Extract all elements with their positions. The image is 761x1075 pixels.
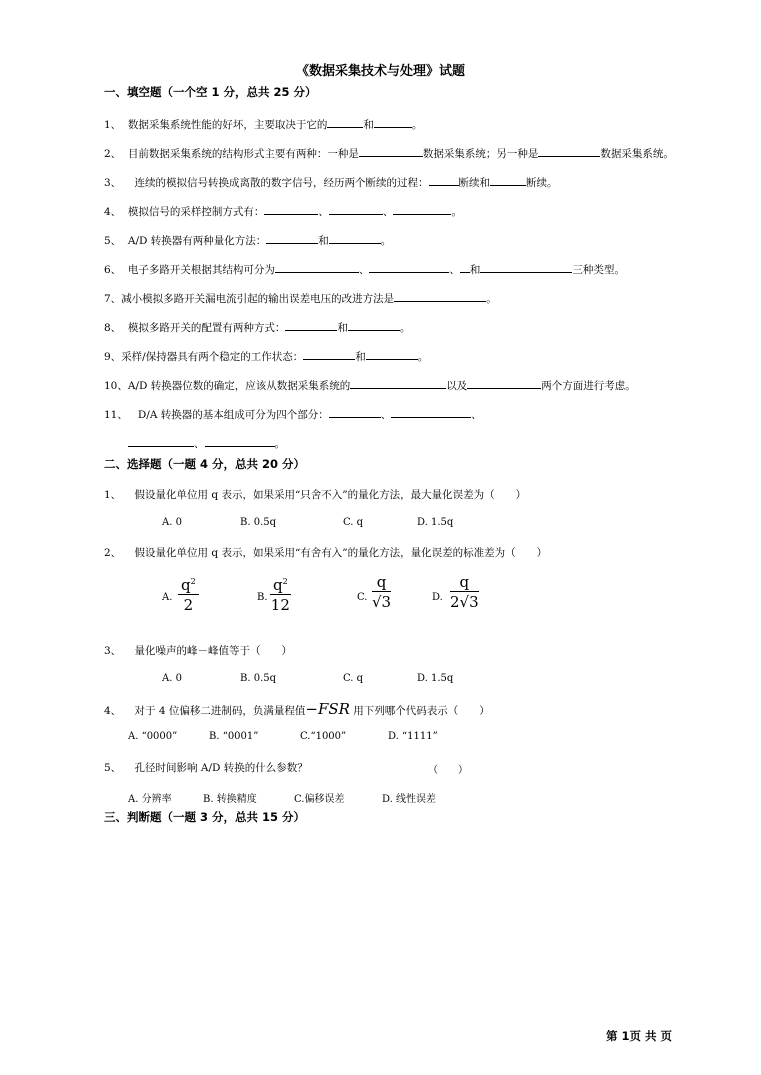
fill-question-2: 2、 目前数据采集系统的结构形式主要有两种：一种是 数据采集系统；另一种是 数据采集系统。: [104, 145, 674, 161]
choice-question-3: 3、 量化噪声的峰－峰值等于（ ）: [104, 645, 293, 657]
fill-question-7: 7、减小模拟多路开关漏电流引起的输出误差电压的改进方法是 。: [104, 290, 497, 306]
fraction-c: $\frac{q}{√3}$: [372, 573, 392, 611]
fill-question-11-cont: 、 。: [128, 435, 285, 451]
fill-question-10: 10、A/D 转换器位数的确定，应该从数据采集系统的 以及 两个方面进行考虑。: [104, 377, 636, 393]
choice-option-d[interactable]: D. 1.5q: [417, 517, 454, 528]
answer-blank[interactable]: [350, 377, 446, 389]
choice-option-d[interactable]: D. “1111”: [388, 731, 438, 742]
answer-blank[interactable]: [538, 145, 600, 157]
fill-question-3: 3、 连续的模拟信号转换成离散的数字信号，经历两个断续的过程： 断续和 断续。: [104, 174, 558, 190]
answer-blank[interactable]: [128, 435, 194, 447]
section-choice-heading: 二、选择题（一题 4 分，总共 20 分）: [104, 457, 306, 471]
fraction-d: $\frac{q}{2√3}$: [450, 573, 479, 611]
choice-option-c[interactable]: C.偏移误差: [294, 794, 345, 805]
choice-option-c[interactable]: C. q: [343, 517, 364, 528]
section-judge-heading: 三、判断题（一题 3 分，总共 15 分）: [104, 810, 306, 824]
fill-question-6: 6、 电子多路开关根据其结构可分为 、 、 和 三种类型。: [104, 261, 625, 277]
choice-question-2: 2、 假设量化单位用 q 表示，如果采用“有舍有入”的量化方法，量化误差的标准差为（ ）: [104, 547, 548, 559]
answer-blank[interactable]: [374, 116, 412, 128]
choice-option-c[interactable]: C.“1000”: [300, 731, 347, 742]
section-fill-heading: 一、填空题（一个空 1 分，总共 25 分）: [104, 85, 317, 99]
answer-blank[interactable]: [490, 174, 526, 186]
choice-question-5: 5、 孔径时间影响 A/D 转换的什么参数？: [104, 762, 308, 774]
answer-blank[interactable]: [369, 261, 449, 273]
fill-question-9: 9、采样/保持器具有两个稳定的工作状态： 和 。: [104, 348, 428, 364]
choice-option-b[interactable]: B. 0.5q: [240, 673, 277, 684]
choice-question-1: 1、 假设量化单位用 q 表示，如果采用“只舍不入”的量化方法，最大量化误差为（ ）: [104, 489, 527, 501]
choice-option-c[interactable]: C.: [357, 592, 368, 603]
answer-blank[interactable]: [329, 406, 381, 418]
answer-blank[interactable]: [327, 116, 363, 128]
choice-option-a[interactable]: A. 0: [162, 673, 182, 684]
choice-option-a[interactable]: A.: [162, 592, 173, 603]
answer-blank[interactable]: [303, 348, 355, 360]
choice-option-b[interactable]: B.: [257, 592, 268, 603]
fill-question-1: 1、 数据采集系统性能的好坏，主要取决于它的 和 。: [104, 116, 422, 132]
answer-blank[interactable]: [393, 203, 451, 215]
fsr-symbol: −FSR: [305, 700, 350, 718]
answer-paren[interactable]: （ ）: [428, 765, 468, 776]
choice-option-a[interactable]: A. 0: [162, 517, 182, 528]
fraction-a: $\frac{q^2}{2}$: [178, 573, 199, 615]
answer-blank[interactable]: [275, 261, 359, 273]
choice-option-b[interactable]: B. 0.5q: [240, 517, 277, 528]
fill-question-11: 11、 D/A 转换器的基本组成可分为四个部分： 、 、: [104, 406, 482, 422]
answer-blank[interactable]: [285, 319, 337, 331]
answer-blank[interactable]: [467, 377, 541, 389]
page-footer: 第 1页 共 页: [606, 1029, 673, 1043]
answer-blank[interactable]: [366, 348, 418, 360]
answer-blank[interactable]: [348, 319, 400, 331]
answer-blank[interactable]: [460, 261, 470, 273]
answer-blank[interactable]: [266, 232, 318, 244]
choice-option-c[interactable]: C. q: [343, 673, 364, 684]
answer-blank[interactable]: [329, 232, 381, 244]
choice-option-b[interactable]: B. “0001”: [209, 731, 259, 742]
answer-blank[interactable]: [391, 406, 471, 418]
fill-question-5: 5、 A/D 转换器有两种量化方法： 和 。: [104, 232, 391, 248]
answer-blank[interactable]: [480, 261, 572, 273]
choice-option-d[interactable]: D. 线性误差: [382, 794, 437, 805]
answer-blank[interactable]: [394, 290, 486, 302]
choice-option-a[interactable]: A. “0000”: [128, 731, 178, 742]
fraction-b: $\frac{q^2}{12}$: [270, 573, 291, 615]
answer-blank[interactable]: [205, 435, 275, 447]
exam-title: 《数据采集技术与处理》试题: [295, 64, 465, 79]
choice-option-d[interactable]: D. 1.5q: [417, 673, 454, 684]
fill-question-8: 8、 模拟多路开关的配置有两种方式： 和 。: [104, 319, 410, 335]
answer-blank[interactable]: [359, 145, 423, 157]
choice-option-d[interactable]: D.: [432, 592, 443, 603]
choice-option-b[interactable]: B. 转换精度: [203, 794, 257, 805]
answer-blank[interactable]: [329, 203, 383, 215]
answer-blank[interactable]: [429, 174, 459, 186]
choice-option-a[interactable]: A. 分辨率: [128, 794, 172, 805]
answer-blank[interactable]: [264, 203, 318, 215]
choice-question-4: 4、 对于 4 位偏移二进制码，负满量程值−FSR 用下列哪个代码表示（ ）: [104, 700, 490, 718]
fill-question-4: 4、 模拟信号的采样控制方式有： 、 、 。: [104, 203, 462, 219]
